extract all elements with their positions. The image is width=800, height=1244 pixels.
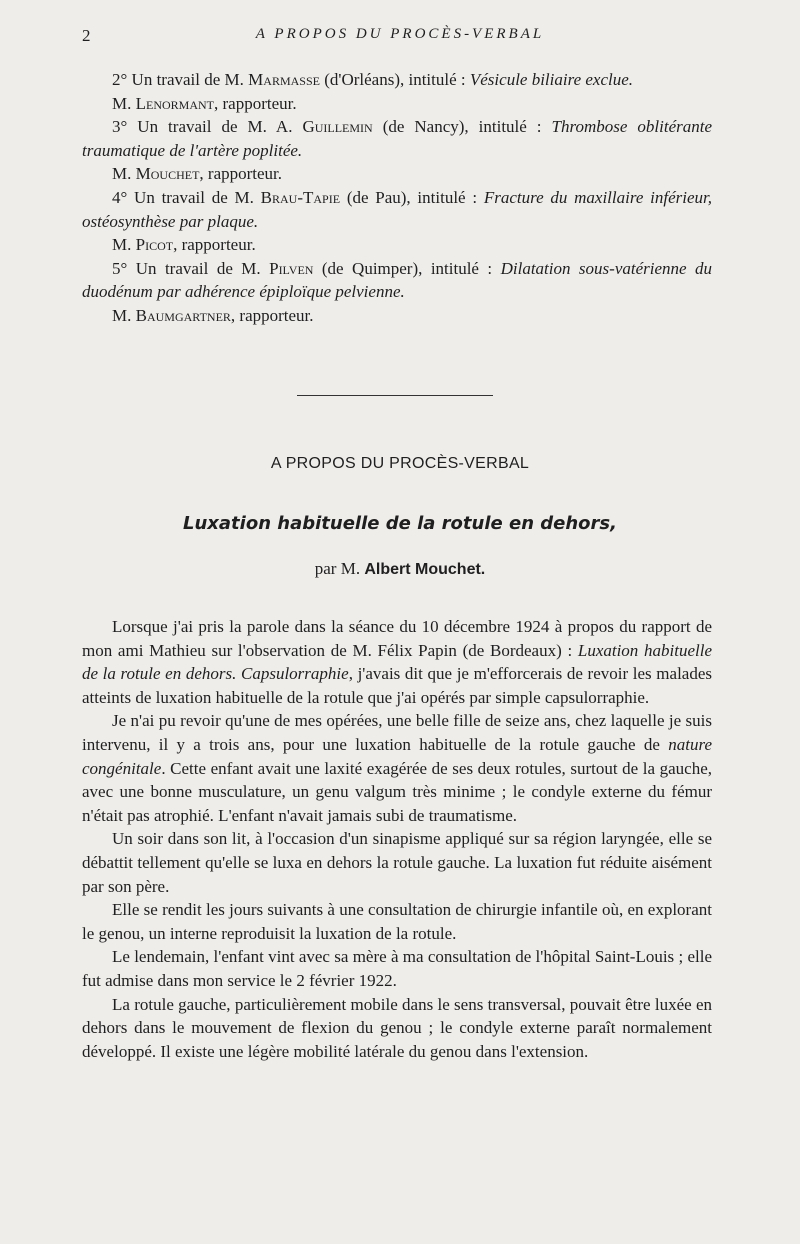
work-title: Thrombose oblitérante traumatique de l'artère poplitée.: [82, 117, 712, 160]
rapporteur-line: M. Lenormant, rapporteur.: [112, 93, 297, 113]
page-number: 2: [82, 26, 91, 45]
article-body: [82, 615, 712, 1063]
author-name: Marmasse: [248, 70, 320, 89]
page-header: [82, 26, 718, 50]
works-list: [82, 68, 712, 328]
article-byline: par M. Albert Mouchet.: [314, 559, 486, 578]
rapporteur-line: M. Picot, rapporteur.: [112, 235, 256, 255]
section-heading: A PROPOS DU PROCÈS-VERBAL: [270, 455, 530, 472]
rapporteur-line: M. Mouchet, rapporteur.: [112, 164, 283, 184]
paragraph: Lorsque j'ai pris la parole dans la séance du 10 décembre 1924 à propos du rapport de mon ami Mathieu sur l'observation de M. Félix Papin (de Bordeaux) : Luxation habituelle de la rotule en dehors. Capsulorraphie, j'avais dit que je m'efforcerais de revoir les malades atteints de luxation habituelle de la rotule que j'ai opérés par simple capsulorraphie.: [82, 617, 713, 707]
paragraph: Elle se rendit les jours suivants à une consultation de chirurgie infantile où, en explorant le genou, un interne reproduisit la luxation de la rotule.: [82, 900, 712, 943]
work-title: Dilatation sous-vatérienne du duodénum par adhérence épiploïque pelvienne.: [82, 258, 713, 302]
rapporteur-line: M. Baumgartner, rapporteur.: [112, 305, 314, 325]
work-item: 2° Un travail de M. Marmasse (d'Orléans), intitulé : Vésicule biliaire exclue.: [112, 70, 634, 89]
paragraph: Je n'ai pu revoir qu'une de mes opérées, une belle fille de seize ans, chez laquelle je suis intervenu, il y a trois ans, pour une luxation habituelle de la rotule gauche de nature congénitale. Cette enfant avait une laxité exagérée de ses deux rotules, surtout de la gauche, avec une bonne musculature, un genu valgum très minime ; le condyle externe du fémur n'était pas atrophié. L'enfant n'avait jamais subi de traumatisme.: [82, 711, 712, 825]
paragraph: Le lendemain, l'enfant vint avec sa mère à ma consultation de l'hôpital Saint-Louis ; elle fut admise dans mon service le 2 février 1922.: [82, 947, 712, 990]
work-item: 3° Un travail de M. A. Guillemin (de Nancy), intitulé : Thrombose oblitérante traumatique de l'artère poplitée.: [82, 117, 712, 160]
section-divider: [297, 395, 493, 396]
author-name: Brau-Tapie: [260, 187, 341, 207]
work-title: Vésicule biliaire exclue.: [469, 70, 634, 89]
author-name: Pilven: [269, 258, 314, 278]
work-item: 4° Un travail de M. Brau-Tapie (de Pau), intitulé : Fracture du maxillaire inférieur, ostéosynthèse par plaque.: [82, 187, 712, 231]
work-item: 5° Un travail de M. Pilven (de Quimper), intitulé : Dilatation sous-vatérienne du duodénum par adhérence épiploïque pelvienne.: [82, 258, 713, 302]
paragraph: La rotule gauche, particulièrement mobile dans le sens transversal, pouvait être luxée en dehors dans le mouvement de flexion du genou ; le condyle externe paraît normalement développé. Il existe une légère mobilité latérale du genou dans l'extension.: [82, 994, 712, 1061]
author-name: Albert Mouchet.: [364, 561, 486, 578]
author-name: Guillemin: [302, 117, 373, 137]
paragraph: Un soir dans son lit, à l'occasion d'un sinapisme appliqué sur sa région laryngée, elle se débattit tellement qu'elle se luxa en dehors la rotule gauche. La luxation fut réduite aisément par son père.: [82, 829, 712, 896]
running-title: A PROPOS DU PROCÈS-VERBAL: [255, 26, 545, 42]
article-title: Luxation habituelle de la rotule en dehors,: [183, 513, 617, 534]
work-title: Fracture du maxillaire inférieur, ostéosynthèse par plaque.: [82, 187, 712, 231]
